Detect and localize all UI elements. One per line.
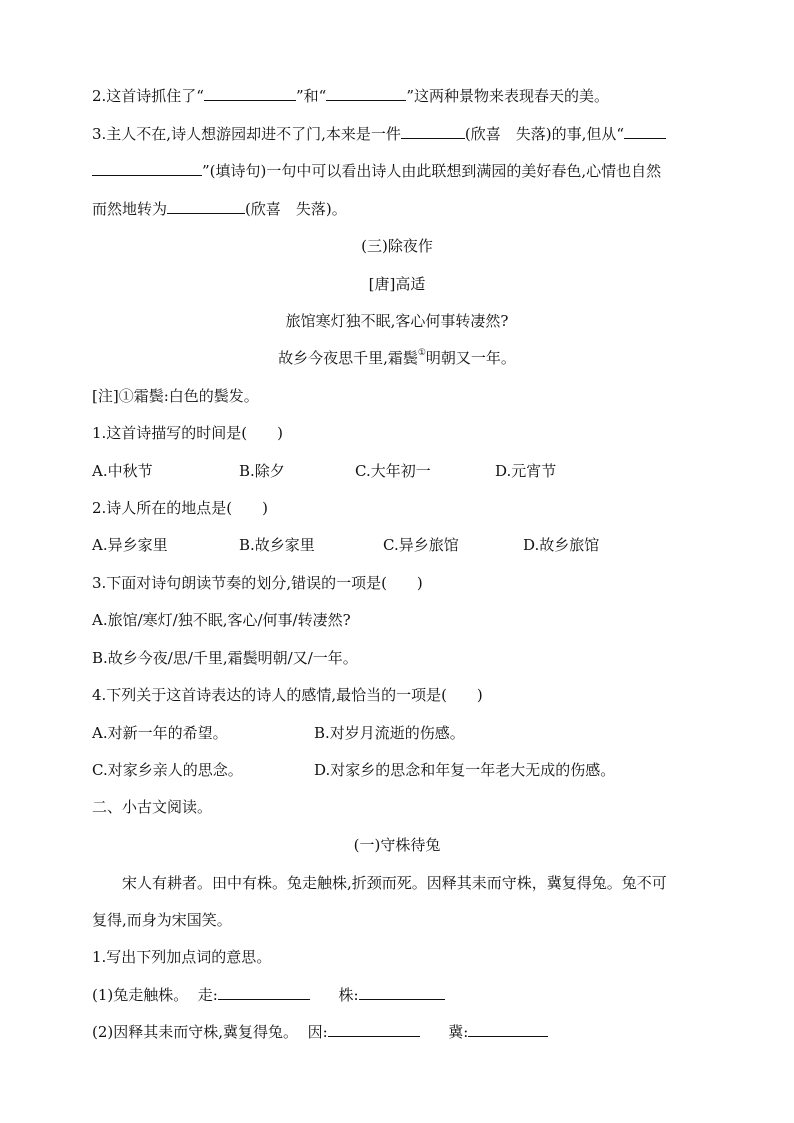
poem-author: [唐]高适 [368,275,426,293]
option-c[interactable]: C.对家乡亲人的思念。 [92,761,243,779]
question-stem: 4.下列关于这首诗表达的诗人的感情,最恰当的一项是( ) [92,686,483,704]
answer-blank[interactable] [167,199,245,214]
sub-question-1: (1)兔走触株。 走: 株: [92,985,702,1005]
answer-blank[interactable] [468,1022,548,1037]
passage-title: (一)守株待兔 [353,836,441,854]
sub-question-2: (2)因释其耒而守株,冀复得兔。 因: 冀: [92,1022,702,1042]
option-c[interactable]: C.异乡旅馆 [383,536,459,554]
question-3-mood-line3: 而然地转为 (欣喜 失落)。 [92,200,347,218]
answer-blank[interactable] [359,985,445,1000]
option-row [92,723,702,743]
option-row [92,760,702,780]
option-d[interactable]: D.故乡旅馆 [523,536,600,554]
poem-title: (三)除夜作 [361,237,433,255]
poem-verse-2: 故乡今夜思千里,霜鬓①明朝又一年。 [278,348,516,367]
option-c[interactable]: C.大年初一 [355,462,431,480]
answer-blank[interactable] [624,124,666,139]
option-row [92,461,702,481]
question-stem: 1.写出下列加点词的意思。 [92,948,272,966]
answer-blank[interactable] [92,161,202,176]
passage-line-1: 宋人有耕者。田中有株。兔走触株,折颈而死。因释其耒而守株，冀复得兔。兔不可 [122,874,667,892]
question-stem: 3.下面对诗句朗读节奏的划分,错误的一项是( ) [92,574,423,592]
answer-blank[interactable] [401,124,465,139]
question-3-mood-line1: 3.主人不在,诗人想游园却进不了门,本来是一件 (欣喜 失落)的事,但从“ [92,124,702,144]
question-3-mood-line2: ”(填诗句)一句中可以看出诗人由此联想到满园的美好春色,心情也自然 [92,161,702,181]
answer-blank[interactable] [218,985,310,1000]
question-2-scenery: 2.这首诗抓住了“ ”和“ ”这两种景物来表现春天的美。 [92,87,609,105]
option-a[interactable]: A.中秋节 [92,462,153,480]
question-stem: 1.这首诗描写的时间是( ) [92,424,284,442]
option-b[interactable]: B.故乡今夜/思/千里,霜鬓明朝/又/一年。 [92,649,358,667]
answer-blank[interactable] [328,1022,420,1037]
option-b[interactable]: B.除夕 [239,462,285,480]
option-b[interactable]: B.对岁月流逝的伤感。 [314,724,465,742]
option-b[interactable]: B.故乡家里 [239,536,315,554]
answer-blank[interactable] [326,86,406,101]
option-row [92,535,702,555]
poem-verse-1: 旅馆寒灯独不眠,客心何事转凄然? [285,312,509,330]
option-a[interactable]: A.异乡家里 [92,536,168,554]
answer-blank[interactable] [204,86,296,101]
option-d[interactable]: D.元宵节 [495,462,557,480]
passage-line-2: 复得,而身为宋国笑。 [92,911,232,929]
option-d[interactable]: D.对家乡的思念和年复一年老大无成的伤感。 [314,761,616,779]
question-stem: 2.诗人所在的地点是( ) [92,499,269,517]
option-a[interactable]: A.旅馆/寒灯/独不眠,客心/何事/转凄然? [92,611,351,629]
poem-note: [注]①霜鬓:白色的鬓发。 [92,387,259,405]
section-heading: 二、小古文阅读。 [92,798,213,816]
option-a[interactable]: A.对新一年的希望。 [92,724,228,742]
footnote-marker: ① [417,348,426,358]
